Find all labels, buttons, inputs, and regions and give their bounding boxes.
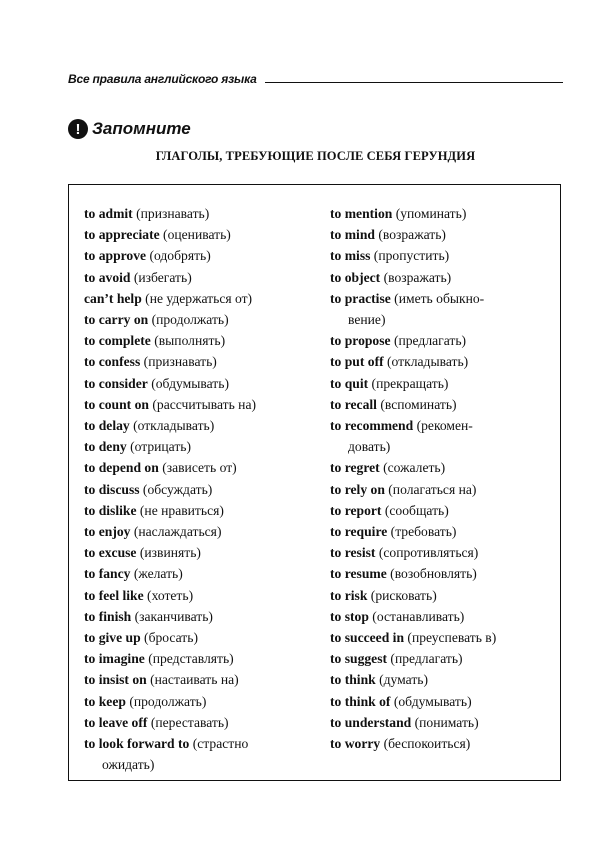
verb: to think of bbox=[330, 693, 391, 709]
verb: to require bbox=[330, 524, 388, 540]
verb: to stop bbox=[330, 608, 369, 624]
verb: to fancy bbox=[84, 566, 131, 582]
verb-entry bbox=[330, 479, 558, 500]
verb-entry bbox=[330, 330, 558, 351]
exclamation-icon: ! bbox=[68, 119, 88, 139]
verb: to understand bbox=[330, 714, 412, 730]
verb-entry bbox=[330, 394, 558, 415]
verb: to practise bbox=[330, 290, 391, 306]
verb-translation: (не удержаться от) bbox=[141, 290, 253, 306]
verb: to confess bbox=[84, 354, 141, 370]
verb-translation: (преуспевать в) bbox=[404, 630, 497, 646]
verb: to recall bbox=[330, 396, 377, 412]
verb-entry bbox=[84, 203, 329, 224]
verb-translation: (прекращать) bbox=[368, 375, 449, 391]
verb: to enjoy bbox=[84, 524, 131, 540]
verb-entry bbox=[84, 267, 329, 288]
verb-entry bbox=[84, 500, 329, 521]
verb-translation: (бросать) bbox=[140, 630, 198, 646]
verb-entry bbox=[84, 627, 329, 648]
verb-translation: (зависеть от) bbox=[158, 460, 237, 476]
verb-translation: (беспокоиться) bbox=[380, 736, 471, 752]
verb-translation: (избегать) bbox=[130, 269, 192, 285]
verb-translation: (предлагать) bbox=[390, 333, 467, 349]
verb-entry bbox=[330, 563, 558, 584]
verb-translation: (возобновлять) bbox=[386, 566, 477, 582]
verb-entry bbox=[330, 733, 558, 754]
verb-translation: (отрицать) bbox=[126, 439, 192, 455]
verb: to quit bbox=[330, 375, 369, 391]
verb-translation: (пропустить) bbox=[370, 248, 450, 264]
verb-entry bbox=[330, 224, 558, 245]
verb: to risk bbox=[330, 587, 368, 603]
header-rule bbox=[265, 82, 563, 83]
verb-entry bbox=[84, 373, 329, 394]
verb-translation: (признавать) bbox=[140, 354, 217, 370]
verb-translation: (не нравиться) bbox=[136, 502, 224, 518]
verb: to think bbox=[330, 672, 376, 688]
verb-entry bbox=[84, 669, 329, 690]
verb-translation: (откладывать) bbox=[383, 354, 469, 370]
verb-entry bbox=[84, 542, 329, 563]
verb-entry bbox=[84, 648, 329, 669]
verb: to carry on bbox=[84, 312, 149, 328]
verb: to suggest bbox=[330, 651, 388, 667]
verb: to mind bbox=[330, 227, 375, 243]
verb-entry bbox=[84, 224, 329, 245]
verb: to keep bbox=[84, 693, 126, 709]
verb-translation: (обдумывать) bbox=[390, 693, 472, 709]
verb-list-box bbox=[68, 184, 561, 781]
verb-translation: (упоминать) bbox=[392, 206, 467, 221]
verb-entry bbox=[330, 373, 558, 394]
verb-entry bbox=[84, 245, 329, 266]
verb-translation: (обсуждать) bbox=[139, 481, 213, 497]
verb-translation: (оценивать) bbox=[159, 227, 231, 243]
remember-label: Запомните bbox=[92, 119, 191, 138]
section-heading: ГЛАГОЛЫ, ТРЕБУЮЩИЕ ПОСЛЕ СЕБЯ ГЕРУНДИЯ bbox=[155, 149, 476, 163]
verb: to report bbox=[330, 502, 382, 518]
verb-entry bbox=[330, 542, 558, 563]
verb-entry bbox=[84, 288, 329, 309]
verb-translation: (возражать) bbox=[380, 269, 452, 285]
verb: to approve bbox=[84, 248, 147, 264]
verb-translation: (желать) bbox=[130, 566, 183, 582]
verb: to resist bbox=[330, 545, 376, 561]
verb-entry bbox=[84, 585, 329, 606]
verb-translation: (продолжать) bbox=[148, 312, 229, 328]
verb-translation: (продолжать) bbox=[125, 693, 207, 709]
verb: to regret bbox=[330, 460, 380, 476]
verb-translation-continued: вение) bbox=[348, 312, 386, 328]
verb-entry bbox=[330, 648, 558, 669]
verb-translation: (наслаждаться) bbox=[130, 524, 222, 540]
verb: to feel like bbox=[84, 587, 144, 603]
running-header bbox=[68, 66, 563, 86]
verb: to give up bbox=[84, 630, 141, 646]
verb-translation-continued: довать) bbox=[348, 439, 391, 455]
verb-translation: (признавать) bbox=[132, 206, 210, 221]
verb-translation-continued: ожидать) bbox=[102, 757, 155, 773]
left-column bbox=[84, 203, 329, 775]
verb-translation: (рассчитывать на) bbox=[148, 396, 256, 412]
verb-entry bbox=[84, 351, 329, 372]
verb-entry bbox=[84, 563, 329, 584]
verb-entry bbox=[84, 394, 329, 415]
verb: to resume bbox=[330, 566, 387, 582]
verb-entry bbox=[330, 669, 558, 690]
verb-translation: (извинять) bbox=[136, 545, 201, 561]
verb: to consider bbox=[84, 375, 148, 391]
verb-entry bbox=[330, 267, 558, 288]
verb: to deny bbox=[84, 439, 127, 455]
verb-entry bbox=[330, 415, 558, 457]
verb: can’t help bbox=[84, 290, 142, 306]
verb-entry bbox=[330, 457, 558, 478]
verb-entry bbox=[330, 500, 558, 521]
verb: to finish bbox=[84, 608, 132, 624]
verb: to miss bbox=[330, 248, 371, 264]
verb-translation: (иметь обыкно- bbox=[390, 290, 485, 306]
verb-entry bbox=[330, 351, 558, 372]
verb: to leave off bbox=[84, 714, 148, 730]
verb-translation: (требовать) bbox=[387, 524, 457, 540]
verb: to discuss bbox=[84, 481, 140, 497]
verb-translation: (сожалеть) bbox=[379, 460, 446, 476]
verb-entry bbox=[84, 457, 329, 478]
verb-translation: (откладывать) bbox=[129, 418, 215, 434]
verb: to recommend bbox=[330, 418, 414, 434]
verb: to count on bbox=[84, 396, 149, 412]
verb: to admit bbox=[84, 206, 133, 221]
verb-translation: (одобрять) bbox=[146, 248, 211, 264]
running-title: Все правила английского языка bbox=[68, 72, 257, 86]
verb-entry bbox=[84, 436, 329, 457]
verb-translation: (настаивать на) bbox=[146, 672, 239, 688]
verb-entry bbox=[84, 691, 329, 712]
verb-entry bbox=[330, 203, 558, 224]
verb-translation: (останавливать) bbox=[368, 608, 465, 624]
verb-translation: (рисковать) bbox=[367, 587, 437, 603]
verb: to insist on bbox=[84, 672, 147, 688]
verb-entry bbox=[84, 330, 329, 351]
verb-entry bbox=[84, 415, 329, 436]
verb: to imagine bbox=[84, 651, 145, 667]
verb-entry bbox=[330, 245, 558, 266]
verb-entry bbox=[84, 309, 329, 330]
verb: to put off bbox=[330, 354, 384, 370]
verb-translation: (заканчивать) bbox=[131, 608, 213, 624]
verb-entry bbox=[330, 627, 558, 648]
verb-entry bbox=[330, 712, 558, 733]
verb-translation: (сопротивляться) bbox=[375, 545, 479, 561]
verb: to rely on bbox=[330, 481, 385, 497]
verb-entry bbox=[330, 585, 558, 606]
verb: to dislike bbox=[84, 502, 137, 518]
verb: to mention bbox=[330, 206, 393, 221]
verb-translation: (понимать) bbox=[411, 714, 479, 730]
verb: to propose bbox=[330, 333, 391, 349]
verb-translation: (выполнять) bbox=[150, 333, 226, 349]
verb: to depend on bbox=[84, 460, 159, 476]
verb-entry bbox=[330, 606, 558, 627]
verb-translation: (полагаться на) bbox=[384, 481, 477, 497]
verb-entry bbox=[330, 521, 558, 542]
verb-entry bbox=[330, 288, 558, 330]
verb: to delay bbox=[84, 418, 130, 434]
verb: to complete bbox=[84, 333, 151, 349]
verb-entry bbox=[330, 691, 558, 712]
verb: to object bbox=[330, 269, 381, 285]
verb-translation: (сообщать) bbox=[381, 502, 449, 518]
verb-translation: (хотеть) bbox=[143, 587, 194, 603]
verb-entry bbox=[84, 479, 329, 500]
verb-entry bbox=[84, 521, 329, 542]
verb: to avoid bbox=[84, 269, 131, 285]
verb-translation: (обдумывать) bbox=[147, 375, 229, 391]
verb-translation: (страстно bbox=[189, 736, 249, 752]
verb-entry bbox=[84, 712, 329, 733]
right-column bbox=[330, 203, 558, 754]
verb-translation: (переставать) bbox=[147, 714, 229, 730]
verb-translation: (представлять) bbox=[144, 651, 234, 667]
verb: to excuse bbox=[84, 545, 137, 561]
verb-translation: (рекомен- bbox=[413, 418, 473, 434]
verb: to succeed in bbox=[330, 630, 405, 646]
verb: to appreciate bbox=[84, 227, 160, 243]
verb-entry bbox=[84, 606, 329, 627]
remember-callout bbox=[68, 119, 191, 139]
verb-translation: (думать) bbox=[375, 672, 429, 688]
verb-translation: (предлагать) bbox=[387, 651, 463, 667]
verb: to worry bbox=[330, 736, 381, 752]
verb-translation: (вспоминать) bbox=[376, 396, 457, 412]
verb-translation: (возражать) bbox=[374, 227, 446, 243]
verb-entry bbox=[84, 733, 329, 775]
verb: to look forward to bbox=[84, 736, 190, 752]
